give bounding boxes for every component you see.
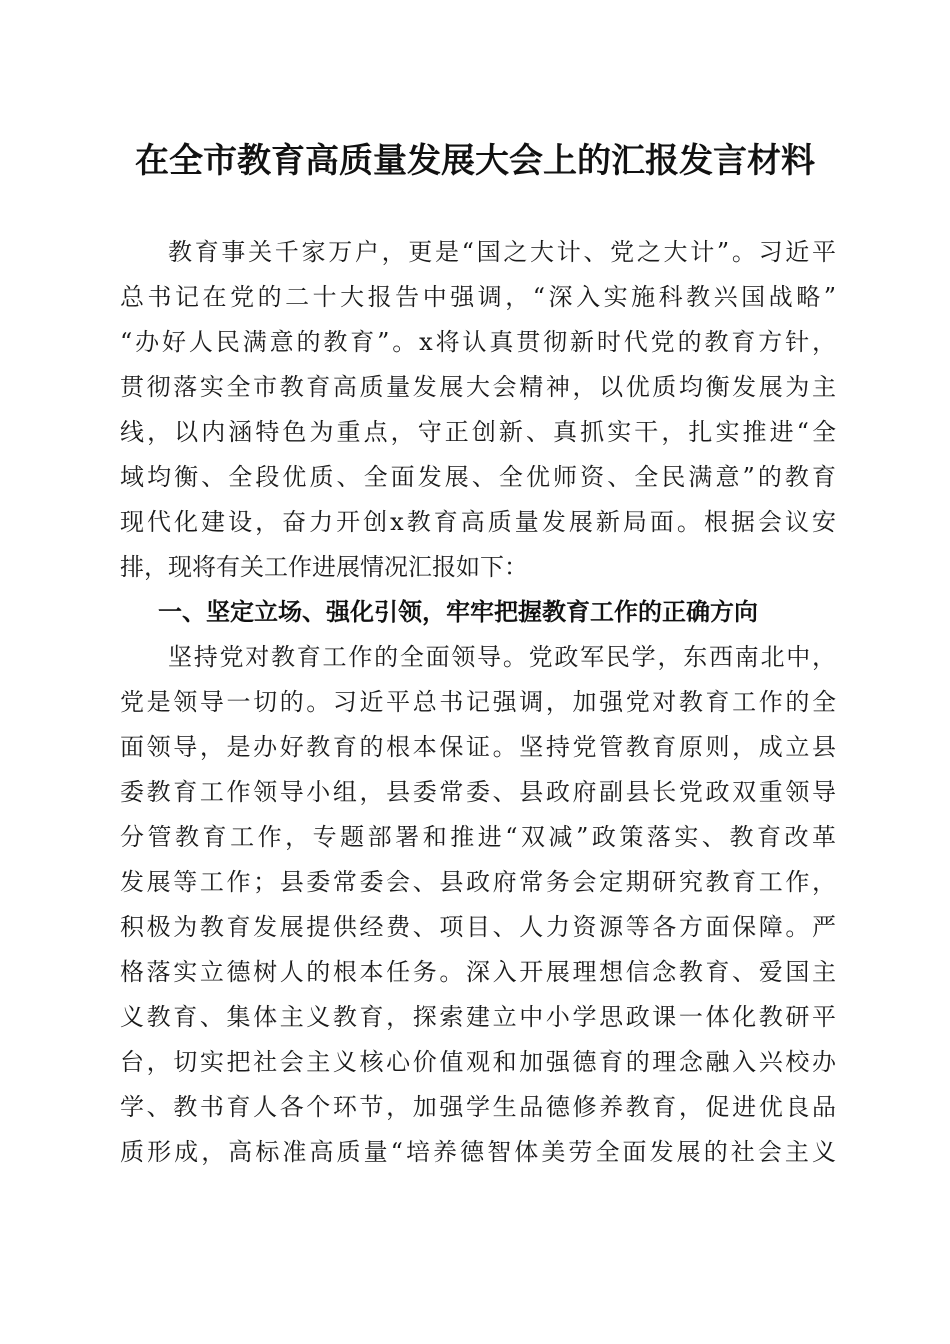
paragraph-2-line: 质形成，高标准高质量“培养德智体美劳全面发展的社会主义 <box>120 1138 836 1166</box>
paragraph-2-line: 分管教育工作，专题部署和推进“双减”政策落实、教育改革 <box>120 823 836 851</box>
paragraph-1-line: 现代化建设，奋力开创x教育高质量发展新局面。根据会议安 <box>120 508 836 536</box>
paragraph-1-line: 域均衡、全段优质、全面发展、全优师资、全民满意”的教育 <box>120 463 836 491</box>
paragraph-1-line: 总书记在党的二十大报告中强调，“深入实施科教兴国战略” <box>120 283 836 311</box>
paragraph-2-line: 坚持党对教育工作的全面领导。党政军民学，东西南北中， <box>168 643 836 671</box>
paragraph-2-line: 委教育工作领导小组，县委常委、县政府副县长党政双重领导 <box>120 778 836 806</box>
paragraph-1-line: 贯彻落实全市教育高质量发展大会精神，以优质均衡发展为主 <box>120 373 836 401</box>
paragraph-1-line: 排，现将有关工作进展情况汇报如下： <box>120 553 528 581</box>
paragraph-2-line: 义教育、集体主义教育，探索建立中小学思政课一体化教研平 <box>120 1003 836 1031</box>
paragraph-2-line: 积极为教育发展提供经费、项目、人力资源等各方面保障。严 <box>120 913 836 941</box>
paragraph-1-line: “办好人民满意的教育”。x将认真贯彻新时代党的教育方针， <box>120 328 836 356</box>
paragraph-2-line: 格落实立德树人的根本任务。深入开展理想信念教育、爱国主 <box>120 958 836 986</box>
document-title: 在全市教育高质量发展大会上的汇报发言材料 <box>135 141 815 181</box>
paragraph-2-line: 台，切实把社会主义核心价值观和加强德育的理念融入兴校办 <box>120 1048 836 1076</box>
paragraph-1-line: 教育事关千家万户，更是“国之大计、党之大计”。习近平 <box>168 238 836 266</box>
paragraph-2-line: 党是领导一切的。习近平总书记强调，加强党对教育工作的全 <box>120 688 836 716</box>
paragraph-1-line: 线，以内涵特色为重点，守正创新、真抓实干，扎实推进“全 <box>120 418 836 446</box>
paragraph-2-line: 发展等工作；县委常委会、县政府常务会定期研究教育工作， <box>120 868 836 896</box>
paragraph-2-line: 面领导，是办好教育的根本保证。坚持党管教育原则，成立县 <box>120 733 836 761</box>
section-heading-1: 一、坚定立场、强化引领，牢牢把握教育工作的正确方向 <box>158 598 758 626</box>
paragraph-2-line: 学、教书育人各个环节，加强学生品德修养教育，促进优良品 <box>120 1093 836 1121</box>
